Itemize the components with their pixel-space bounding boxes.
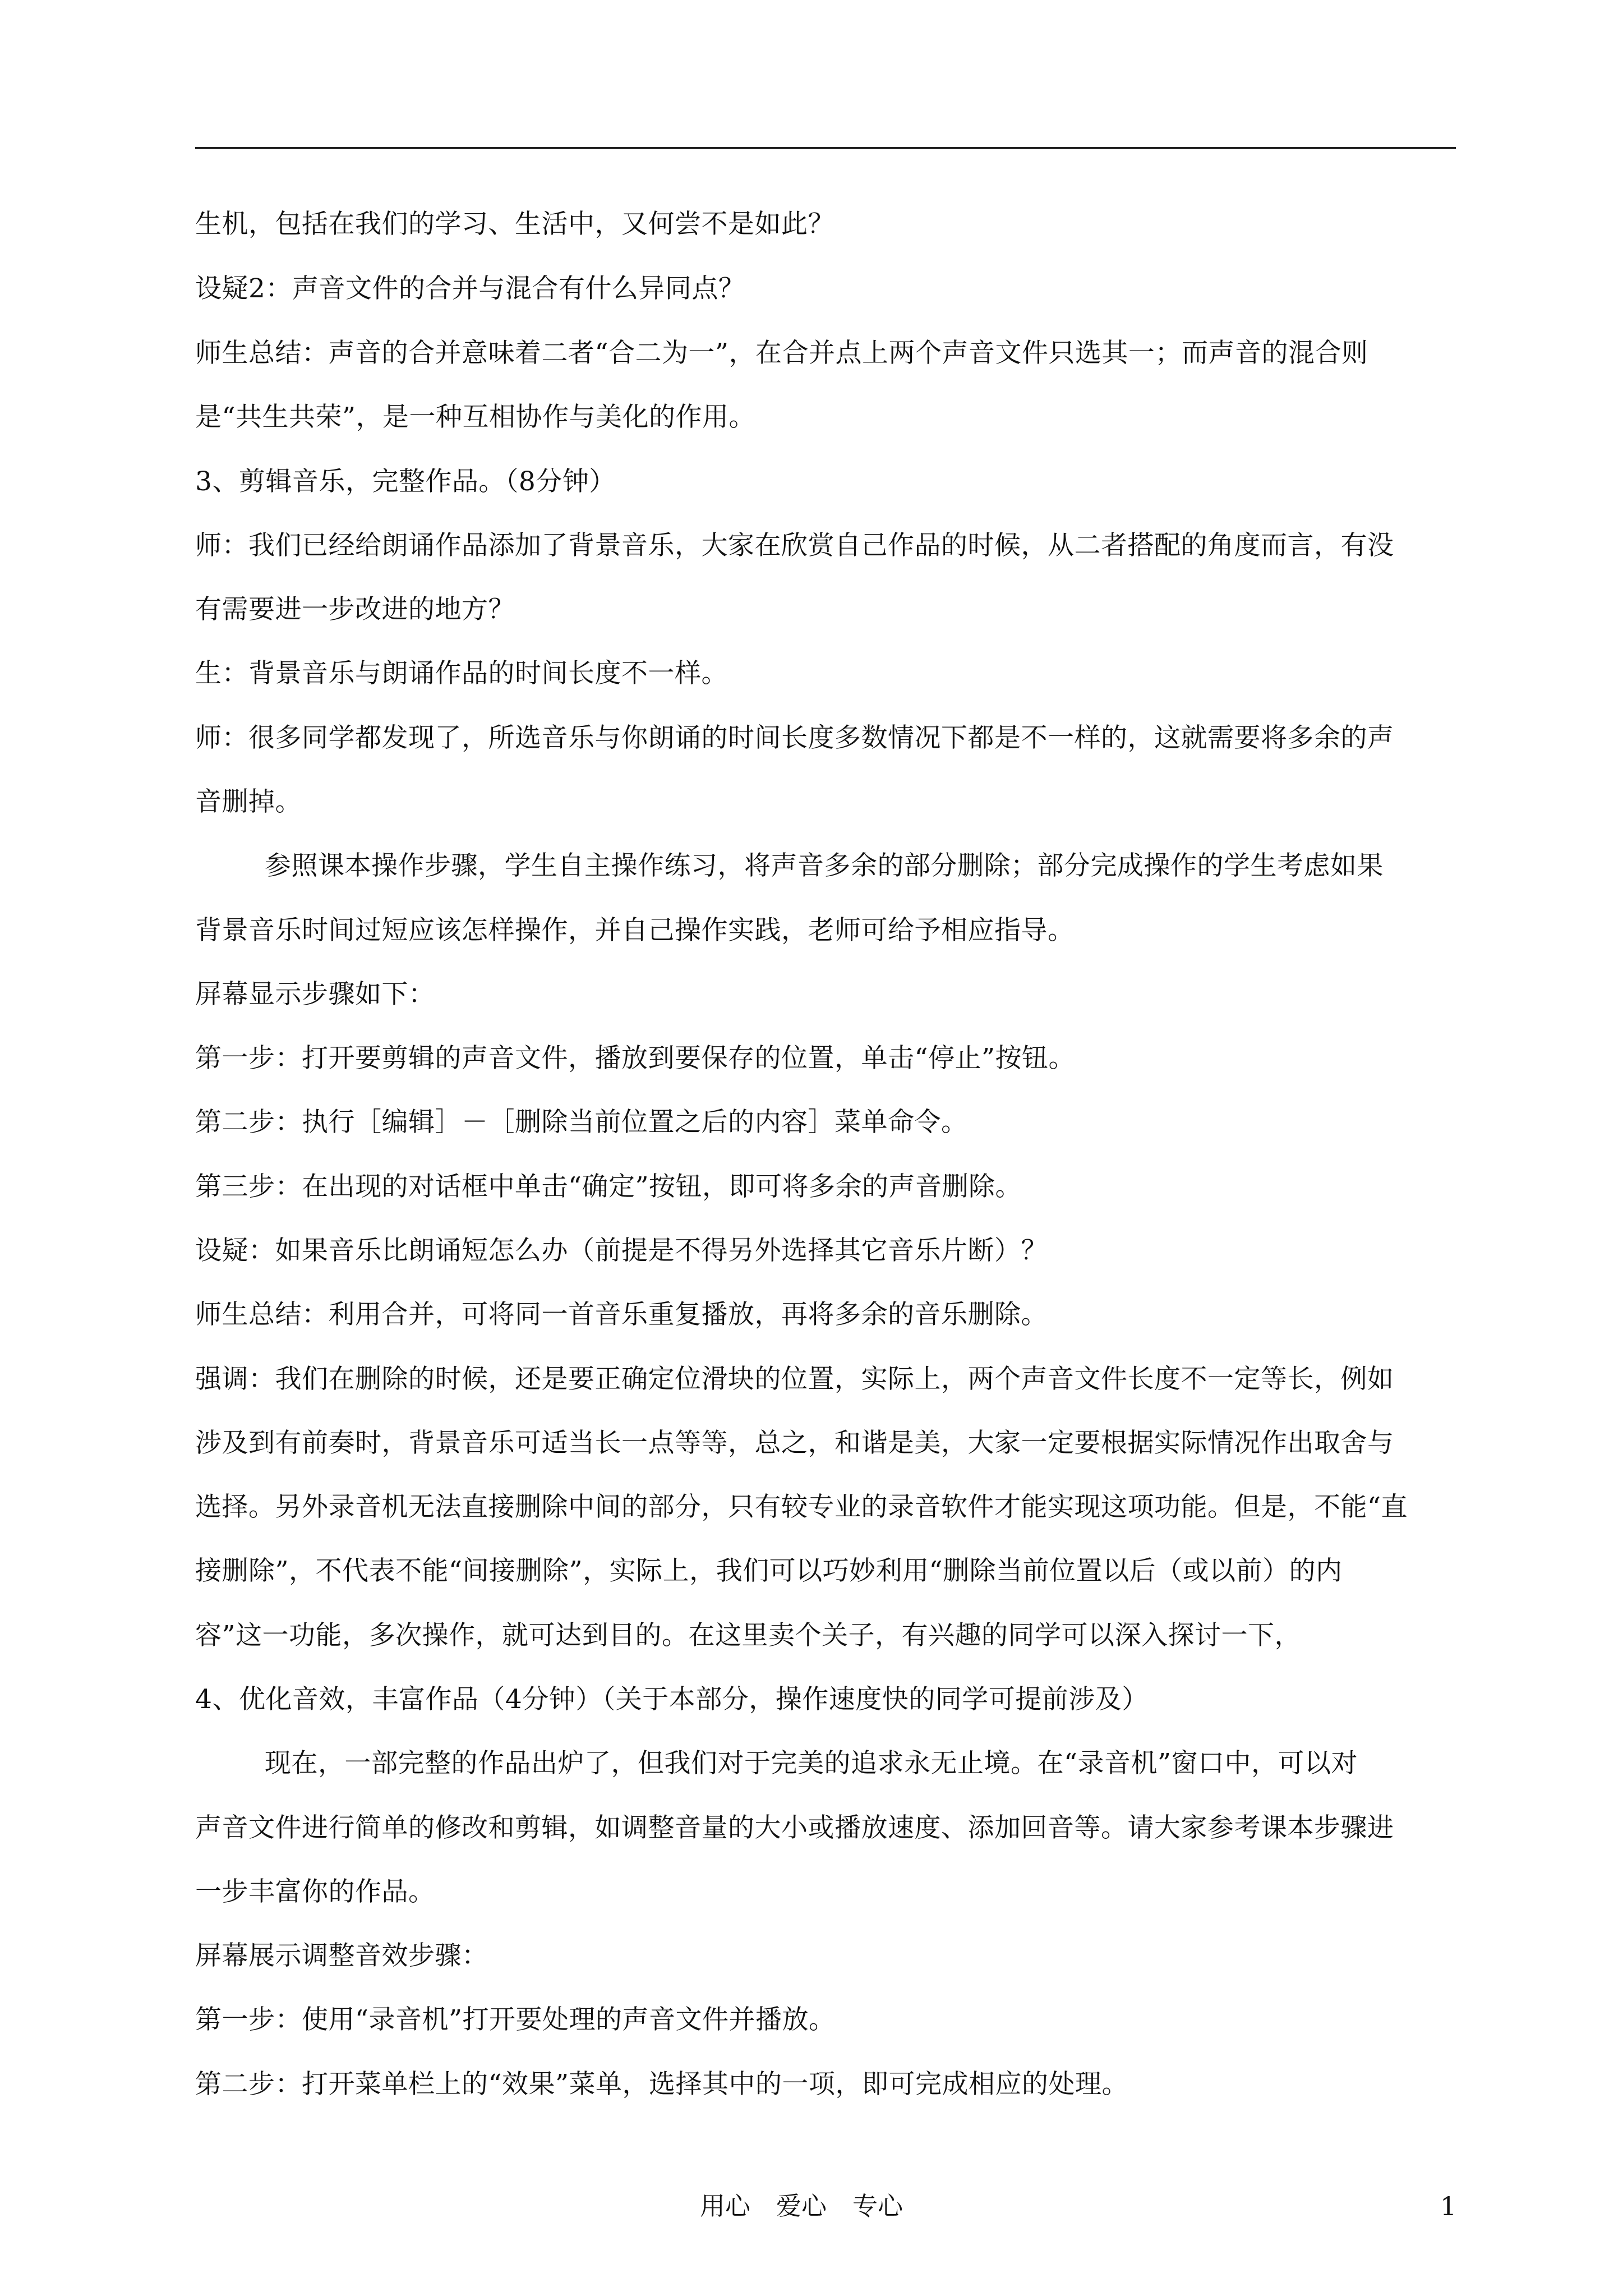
step-line: 第二步：执行［编辑］－［删除当前位置之后的内容］菜单命令。 [195,1107,968,1138]
paragraph-line: 师生总结：利用合并，可将同一首音乐重复播放，再将多余的音乐删除。 [195,1299,1048,1330]
paragraph-line: 设疑2：声音文件的合并与混合有什么异同点？ [195,273,745,304]
section-heading: 4、优化音效，丰富作品（4分钟）（关于本部分，操作速度快的同学可提前涉及） [195,1684,1149,1715]
paragraph-line: 生：背景音乐与朗诵作品的时间长度不一样。 [195,658,728,689]
paragraph-line: 师：我们已经给朗诵作品添加了背景音乐，大家在欣赏自己作品的时候，从二者搭配的角度而言，有没 [195,530,1394,561]
footer-motto [700,2189,903,2223]
paragraph-line: 音删掉。 [195,786,302,817]
paragraph-line: 接删除”，不代表不能“间接删除”，实际上，我们可以巧妙利用“删除当前位置以后（或以前）的内 [195,1556,1343,1586]
step-line: 第二步：打开菜单栏上的“效果”菜单，选择其中的一项，即可完成相应的处理。 [195,2069,1129,2100]
paragraph-line: 选择。另外录音机无法直接删除中间的部分，只有较专业的录音软件才能实现这项功能。但是，不能“直 [195,1492,1408,1522]
step-line: 第三步：在出现的对话框中单击“确定”按钮，即可将多余的声音删除。 [195,1171,1022,1202]
paragraph-line: 师生总结：声音的合并意味着二者“合二为一”，在合并点上两个声音文件只选其一；而声音的混合则 [195,338,1368,369]
paragraph-line: 屏幕展示调整音效步骤： [195,1940,488,1971]
paragraph-line: 涉及到有前奏时，背景音乐可适当长一点等等，总之，和谐是美，大家一定要根据实际情况作出取舍与 [195,1428,1394,1458]
paragraph-line: 设疑：如果音乐比朗诵短怎么办（前提是不得另外选择其它音乐片断）？ [195,1235,1048,1266]
step-line: 第一步：使用“录音机”打开要处理的声音文件并播放。 [195,2004,836,2035]
paragraph-line: 一步丰富你的作品。 [195,1876,435,1907]
paragraph-line: 屏幕显示步骤如下： [195,979,435,1010]
footer-motto-item: 用心 [700,2191,751,2221]
paragraph-line: 背景音乐时间过短应该怎样操作，并自己操作实践，老师可给予相应指导。 [195,915,1075,946]
paragraph-line: 生机，包括在我们的学习、生活中，又何尝不是如此？ [195,209,834,240]
paragraph-line: 是“共生共荣”，是一种互相协作与美化的作用。 [195,402,756,432]
paragraph-line: 参照课本操作步骤，学生自主操作练习，将声音多余的部分删除；部分完成操作的学生考虑如果 [265,850,1384,881]
paragraph-line: 强调：我们在删除的时候，还是要正确定位滑块的位置，实际上，两个声音文件长度不一定等长，例如 [195,1364,1394,1395]
paragraph-line: 声音文件进行简单的修改和剪辑，如调整音量的大小或播放速度、添加回音等。请大家参考课本步骤进 [195,1812,1394,1843]
section-heading: 3、剪辑音乐，完整作品。（8分钟） [195,466,616,497]
step-line: 第一步：打开要剪辑的声音文件，播放到要保存的位置，单击“停止”按钮。 [195,1043,1076,1074]
paragraph-line: 有需要进一步改进的地方？ [195,594,515,625]
header-rule [195,147,1456,149]
page-number: 1 [1440,2191,1457,2221]
footer-motto-item: 专心 [852,2191,903,2221]
footer-motto-item: 爱心 [776,2191,827,2221]
paragraph-line: 现在，一部完整的作品出炉了，但我们对于完美的追求永无止境。在“录音机”窗口中，可以对 [265,1748,1358,1779]
paragraph-line: 师：很多同学都发现了，所选音乐与你朗诵的时间长度多数情况下都是不一样的，这就需要将多余的声 [195,723,1394,753]
paragraph-line: 容”这一功能，多次操作，就可达到目的。在这里卖个关子，有兴趣的同学可以深入探讨一下， [195,1620,1302,1651]
